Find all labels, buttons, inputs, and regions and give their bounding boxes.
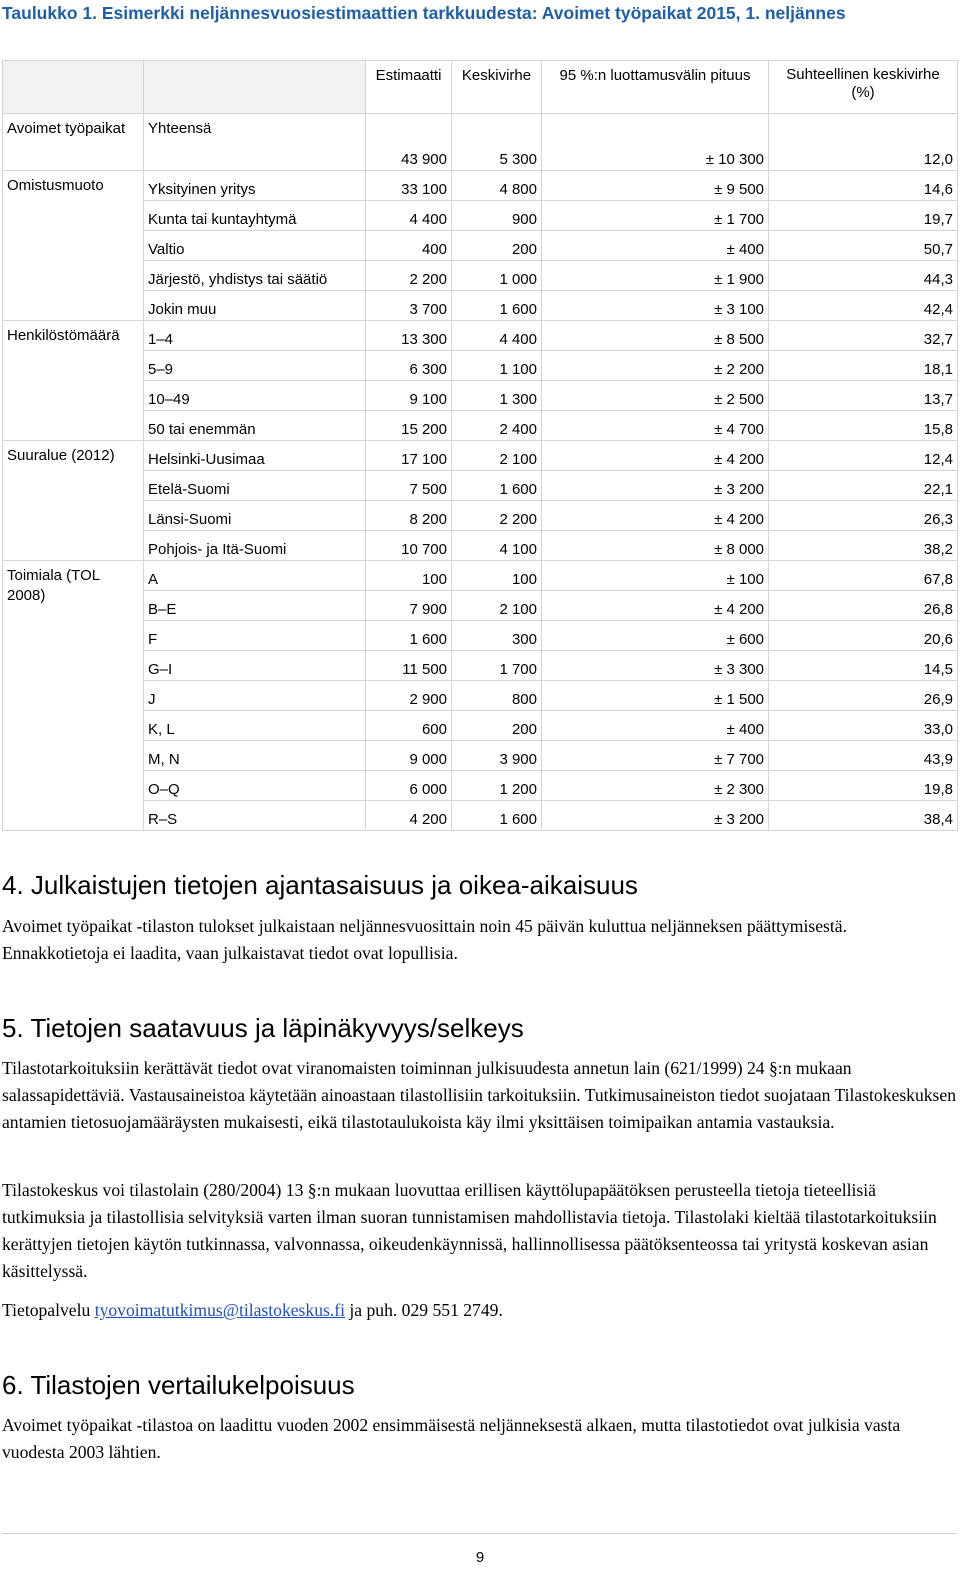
table-row — [3, 171, 958, 201]
row-label: Kunta tai kuntayhtymä — [144, 201, 366, 231]
value-cell: 2 200 — [366, 261, 452, 291]
value-cell: ± 4 200 — [542, 501, 769, 531]
value-cell: 7 500 — [366, 471, 452, 501]
value-cell: 3 700 — [366, 291, 452, 321]
value-cell: ± 9 500 — [542, 171, 769, 201]
value-cell: ± 8 500 — [542, 321, 769, 351]
value-cell: 2 200 — [452, 501, 542, 531]
value-cell: 1 100 — [452, 351, 542, 381]
row-label: B–E — [144, 591, 366, 621]
column-header-relative-error: Suhteellinen keskivirhe (%) — [769, 61, 958, 114]
row-label: A — [144, 561, 366, 591]
value-cell: 50,7 — [769, 231, 958, 261]
table-row — [3, 291, 958, 321]
value-cell: 3 900 — [452, 741, 542, 771]
section-5-heading: 5. Tietojen saatavuus ja läpinäkyvyys/selkeys — [2, 1013, 524, 1043]
value-cell: 1 600 — [452, 801, 542, 831]
value-cell: 8 200 — [366, 501, 452, 531]
table-row — [3, 441, 958, 471]
table-row — [3, 411, 958, 441]
value-cell: ± 2 300 — [542, 771, 769, 801]
value-cell: 6 000 — [366, 771, 452, 801]
row-label: F — [144, 621, 366, 651]
value-cell: 15 200 — [366, 411, 452, 441]
table-row-total — [3, 114, 958, 171]
table-row — [3, 501, 958, 531]
value-cell: ± 4 200 — [542, 441, 769, 471]
value-cell: 200 — [452, 231, 542, 261]
value-cell: 9 000 — [366, 741, 452, 771]
row-label: J — [144, 681, 366, 711]
estimates-table — [2, 60, 958, 831]
value-cell: 18,1 — [769, 351, 958, 381]
value-cell: ± 1 900 — [542, 261, 769, 291]
row-group-label: Toimiala (TOL 2008) — [3, 561, 144, 831]
value-cell: 11 500 — [366, 651, 452, 681]
value-cell: 17 100 — [366, 441, 452, 471]
value-cell: ± 2 200 — [542, 351, 769, 381]
section-5-paragraph-1: Tilastotarkoituksiin kerättävät tiedot ovat viranomaisten toiminnan julkisuudesta annetun lain (621/1999) 24 §:n mukaan salassapidettäviä. Vastausaineistoa käytetään ainoastaan tilastollisiin tarkoituksiin. Tutkimusaineiston tiedot suojataan Tilastokeskuksen antamien tietosuojamääräysten mukaisesti, eikä tilastotaulukoista käy ilmi yksittäisen toimipaikan antamia vastauksia. — [2, 1058, 957, 1132]
value-cell: 4 400 — [452, 321, 542, 351]
value-cell: 2 900 — [366, 681, 452, 711]
header-corner-cell — [144, 61, 366, 114]
section-6-heading: 6. Tilastojen vertailukelpoisuus — [2, 1370, 355, 1400]
table-body — [3, 114, 958, 831]
value-cell: 19,7 — [769, 201, 958, 231]
value-cell: 2 400 — [452, 411, 542, 441]
table-row — [3, 621, 958, 651]
value-cell: 6 300 — [366, 351, 452, 381]
value-cell: 33,0 — [769, 711, 958, 741]
row-label: 5–9 — [144, 351, 366, 381]
value-cell: 26,3 — [769, 501, 958, 531]
value-cell: ± 100 — [542, 561, 769, 591]
value-cell: 14,6 — [769, 171, 958, 201]
column-header-estimate: Estimaatti — [366, 61, 452, 114]
value-cell: ± 400 — [542, 711, 769, 741]
table-row — [3, 471, 958, 501]
table-row — [3, 591, 958, 621]
table-row — [3, 531, 958, 561]
row-label: Etelä-Suomi — [144, 471, 366, 501]
row-label: K, L — [144, 711, 366, 741]
row-label: 1–4 — [144, 321, 366, 351]
value-cell: ± 2 500 — [542, 381, 769, 411]
header-corner-cell — [3, 61, 144, 114]
value-cell: 14,5 — [769, 651, 958, 681]
value-cell: 26,9 — [769, 681, 958, 711]
value-cell: 1 700 — [452, 651, 542, 681]
row-label: M, N — [144, 741, 366, 771]
row-group-label: Suuralue (2012) — [3, 441, 144, 561]
row-label: Yhteensä — [144, 114, 366, 171]
table-row — [3, 381, 958, 411]
value-cell: ± 4 700 — [542, 411, 769, 441]
value-cell: 4 800 — [452, 171, 542, 201]
value-cell: ± 3 300 — [542, 651, 769, 681]
value-cell: 32,7 — [769, 321, 958, 351]
table-row — [3, 351, 958, 381]
value-cell: 38,2 — [769, 531, 958, 561]
value-cell: 100 — [366, 561, 452, 591]
value-cell: 67,8 — [769, 561, 958, 591]
value-cell: 2 100 — [452, 591, 542, 621]
value-cell: 26,8 — [769, 591, 958, 621]
table-row — [3, 231, 958, 261]
value-cell: ± 400 — [542, 231, 769, 261]
row-group-label: Avoimet työpaikat — [3, 114, 144, 171]
value-cell: ± 7 700 — [542, 741, 769, 771]
value-cell: 1 300 — [452, 381, 542, 411]
footer-divider — [2, 1533, 957, 1534]
row-label: G–I — [144, 651, 366, 681]
value-cell: 4 100 — [452, 531, 542, 561]
value-cell: ± 4 200 — [542, 591, 769, 621]
value-cell: 10 700 — [366, 531, 452, 561]
contact-email-link[interactable]: tyovoimatutkimus@tilastokeskus.fi — [94, 1300, 345, 1320]
row-label: Jokin muu — [144, 291, 366, 321]
value-cell: ± 3 200 — [542, 471, 769, 501]
value-cell: ± 600 — [542, 621, 769, 651]
table-row — [3, 651, 958, 681]
value-cell: 200 — [452, 711, 542, 741]
value-cell: 900 — [452, 201, 542, 231]
value-cell: ± 10 300 — [542, 114, 769, 171]
value-cell: 43 900 — [366, 114, 452, 171]
value-cell: 600 — [366, 711, 452, 741]
table-caption: Taulukko 1. Esimerkki neljännesvuosiestimaattien tarkkuudesta: Avoimet työpaikat 2015, 1. neljännes — [2, 3, 846, 23]
row-label: 50 tai enemmän — [144, 411, 366, 441]
row-label: Valtio — [144, 231, 366, 261]
section-6-paragraph: Avoimet työpaikat -tilastoa on laadittu vuoden 2002 ensimmäisestä neljänneksestä alkaen, mutta tilastotiedot ovat julkisia vasta vuodesta 2003 lähtien. — [2, 1415, 901, 1462]
value-cell: ± 3 200 — [542, 801, 769, 831]
column-header-std-error: Keskivirhe — [452, 61, 542, 114]
contact-suffix: ja puh. 029 551 2749. — [345, 1300, 503, 1320]
value-cell: 800 — [452, 681, 542, 711]
value-cell: 44,3 — [769, 261, 958, 291]
value-cell: 22,1 — [769, 471, 958, 501]
value-cell: 1 600 — [366, 621, 452, 651]
row-label: Järjestö, yhdistys tai säätiö — [144, 261, 366, 291]
value-cell: 15,8 — [769, 411, 958, 441]
section-4-heading: 4. Julkaistujen tietojen ajantasaisuus ja oikea-aikaisuus — [2, 870, 638, 900]
value-cell: 12,0 — [769, 114, 958, 171]
value-cell: 13 300 — [366, 321, 452, 351]
table-row — [3, 801, 958, 831]
value-cell: 5 300 — [452, 114, 542, 171]
value-cell: 4 400 — [366, 201, 452, 231]
value-cell: 2 100 — [452, 441, 542, 471]
row-group-label: Henkilöstömäärä — [3, 321, 144, 441]
value-cell: 13,7 — [769, 381, 958, 411]
contact-line — [2, 1297, 957, 1324]
table-row — [3, 741, 958, 771]
row-label: O–Q — [144, 771, 366, 801]
table-row — [3, 321, 958, 351]
row-label: R–S — [144, 801, 366, 831]
value-cell: 300 — [452, 621, 542, 651]
row-label: 10–49 — [144, 381, 366, 411]
value-cell: 7 900 — [366, 591, 452, 621]
value-cell: ± 3 100 — [542, 291, 769, 321]
row-label: Länsi-Suomi — [144, 501, 366, 531]
table-row — [3, 711, 958, 741]
value-cell: 33 100 — [366, 171, 452, 201]
table-row — [3, 201, 958, 231]
value-cell: 12,4 — [769, 441, 958, 471]
table-row — [3, 771, 958, 801]
row-label: Pohjois- ja Itä-Suomi — [144, 531, 366, 561]
value-cell: 43,9 — [769, 741, 958, 771]
value-cell: 38,4 — [769, 801, 958, 831]
table-row — [3, 261, 958, 291]
value-cell: 20,6 — [769, 621, 958, 651]
value-cell: 42,4 — [769, 291, 958, 321]
table-row — [3, 681, 958, 711]
value-cell: 19,8 — [769, 771, 958, 801]
page-number: 9 — [475, 1549, 485, 1566]
value-cell: ± 8 000 — [542, 531, 769, 561]
value-cell: ± 1 500 — [542, 681, 769, 711]
table-header-row — [3, 61, 958, 114]
row-label: Helsinki-Uusimaa — [144, 441, 366, 471]
value-cell: 1 200 — [452, 771, 542, 801]
value-cell: 100 — [452, 561, 542, 591]
value-cell: 1 600 — [452, 471, 542, 501]
value-cell: 1 000 — [452, 261, 542, 291]
section-5-paragraph-2: Tilastokeskus voi tilastolain (280/2004) 13 §:n mukaan luovuttaa erillisen käyttölupapäätöksen perusteella tietoja tieteellisiä tutkimuksia ja tilastollisia selvityksiä varten ilman suoran tunnistamisen mahdollistavia tietoja. Tilastolaki kieltää tilastotarkoituksiin kerättyjen tietojen käytön tutkinnassa, valvonnassa, oikeudenkäynnissä, hallinnollisessa päätöksenteossa tai yritystä koskevan asian käsittelyssä. — [2, 1180, 937, 1281]
section-4-paragraph: Avoimet työpaikat -tilaston tulokset julkaistaan neljännesvuosittain noin 45 päivän kuluttua neljänneksen päättymisestä. Ennakkotietoja ei laadita, vaan julkaistavat tiedot ovat lopullisia. — [2, 916, 847, 963]
value-cell: 400 — [366, 231, 452, 261]
value-cell: 4 200 — [366, 801, 452, 831]
value-cell: 1 600 — [452, 291, 542, 321]
table-row — [3, 561, 958, 591]
row-group-label: Omistusmuoto — [3, 171, 144, 321]
column-header-ci-length: 95 %:n luottamusvälin pituus — [542, 61, 769, 114]
value-cell: ± 1 700 — [542, 201, 769, 231]
value-cell: 9 100 — [366, 381, 452, 411]
row-label: Yksityinen yritys — [144, 171, 366, 201]
contact-prefix: Tietopalvelu — [2, 1300, 95, 1320]
